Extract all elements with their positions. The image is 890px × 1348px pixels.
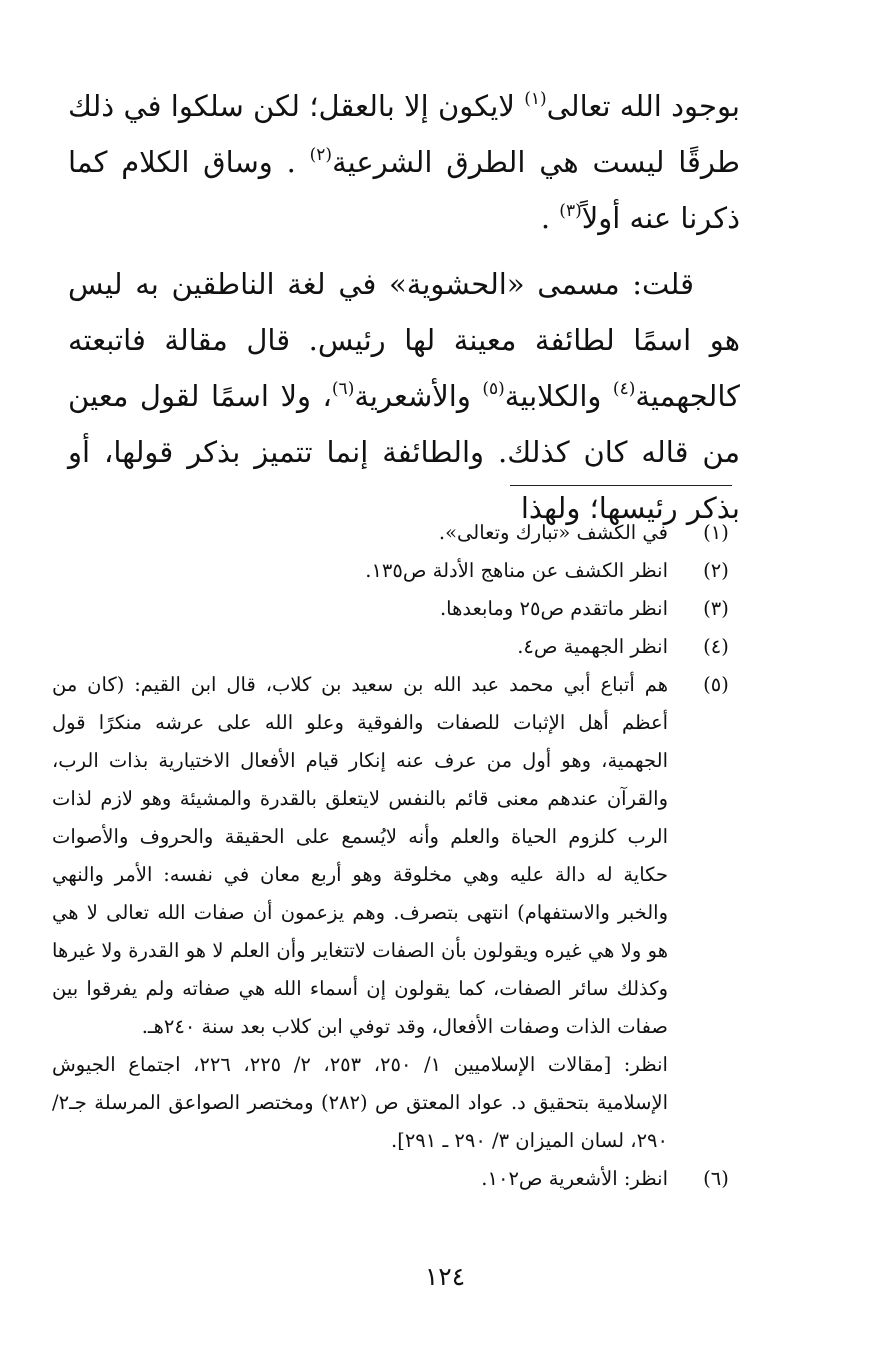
footnote-ref-2[interactable]: (٢) xyxy=(309,145,333,165)
footnote-5 xyxy=(52,666,740,1160)
footnote-sources: انظر: [مقالات الإسلاميين ١/ ٢٥٠، ٢٥٣، ٢/ ٢٢٥، ٢٢٦، اجتماع الجيوش الإسلامية بتحقيق د. عواد المعتق ص (٢٨٢) ومختصر الصواعق المرسلة جـ٢/ ٢٩٠، لسان الميزان ٣/ ٢٩٠ ـ ٢٩١]. xyxy=(52,1053,668,1152)
footnote-number: (٤) xyxy=(703,635,729,658)
footnote-number: (٣) xyxy=(703,597,729,620)
main-text xyxy=(68,78,740,536)
footnote-ref-5[interactable]: (٥) xyxy=(482,379,505,399)
paragraph-2 xyxy=(68,256,740,536)
footnote-separator xyxy=(510,485,732,486)
footnote-number: (٦) xyxy=(703,1167,729,1190)
text-span: قلت: مسمى «الحشوية» في لغة الناطقين به ليس هو اسمًا لطائفة معينة لها رئيس. قال مقالة فاتبعته كالجهمية xyxy=(68,267,740,413)
footnote-1 xyxy=(52,514,740,552)
footnote-text: هم أتباع أبي محمد عبد الله بن سعيد بن كلاب، قال ابن القيم: (كان من أعظم أهل الإثبات للصفات والفوقية وعلو الله على عرشه منكرًا قول الجهمية، وهو أول من عرف عنه إنكار قيام الأفعال الاختيارية بذات الرب، والقرآن عندهم معنى قائم بالنفس لايتعلق بالقدرة والمشيئة وهو لازم لذات الرب كلزوم الحياة والعلم وأنه لايُسمع على الحقيقة والحروف والأصوات حكاية له دالة عليه وهي مخلوقة وهو أربع معان في نفسه: الأمر والنهي والخبر والاستفهام) انتهى بتصرف. وهم يزعمون أن صفات الله تعالى لا هي هو ولا هي غيره ويقولون بأن الصفات لاتتغاير وأن العلم لا هو القدرة ولا غيرها وكذلك سائر الصفات، كما يقولون إن أسماء الله هي صفاته ولم يفرقوا بين صفات الذات وصفات الأفعال، وقد توفي ابن كلاب بعد سنة ٢٤٠هـ. xyxy=(52,673,668,1038)
footnote-text: انظر الكشف عن مناهج الأدلة ص١٣٥. xyxy=(365,559,668,582)
text-span: ، ولا اسمًا لقول معين من قاله كان كذلك. والطائفة إنما تتميز بذكر قولها، أو بذكر رئيسها؛ ولهذا xyxy=(68,379,740,525)
footnote-text: انظر الجهمية ص٤. xyxy=(517,635,668,658)
footnote-ref-4[interactable]: (٤) xyxy=(612,379,636,399)
footnote-3 xyxy=(52,590,740,628)
footnote-ref-6[interactable]: (٦) xyxy=(331,379,355,399)
text-span: . xyxy=(540,201,560,235)
footnote-number: (٥) xyxy=(703,673,729,696)
text-span: والكلابية xyxy=(504,379,613,413)
footnote-6 xyxy=(52,1160,740,1198)
text-span: والأشعرية xyxy=(354,379,483,413)
footnotes xyxy=(52,514,740,1198)
paragraph-1 xyxy=(68,78,740,246)
footnote-number: (٢) xyxy=(703,559,729,582)
footnote-ref-3[interactable]: (٣) xyxy=(559,201,582,221)
footnote-ref-1[interactable]: (١) xyxy=(524,89,547,109)
text-span: لايكون إلا بالعقل؛ لكن سلكوا في ذلك طرقًا ليست هي الطرق الشرعية xyxy=(68,89,740,179)
footnote-number: (١) xyxy=(703,521,729,544)
footnote-text: انظر ماتقدم ص٢٥ ومابعدها. xyxy=(439,597,668,620)
footnote-2 xyxy=(52,552,740,590)
footnote-4 xyxy=(52,628,740,666)
footnote-text: في الكشف «تبارك وتعالى». xyxy=(438,521,668,544)
text-span: بوجود الله تعالى xyxy=(546,89,740,123)
page-number: ١٢٤ xyxy=(424,1262,466,1291)
footnote-text: انظر: الأشعرية ص١٠٢. xyxy=(481,1167,668,1190)
text-span: . وساق الكلام كما ذكرنا عنه أولاً xyxy=(68,145,740,235)
